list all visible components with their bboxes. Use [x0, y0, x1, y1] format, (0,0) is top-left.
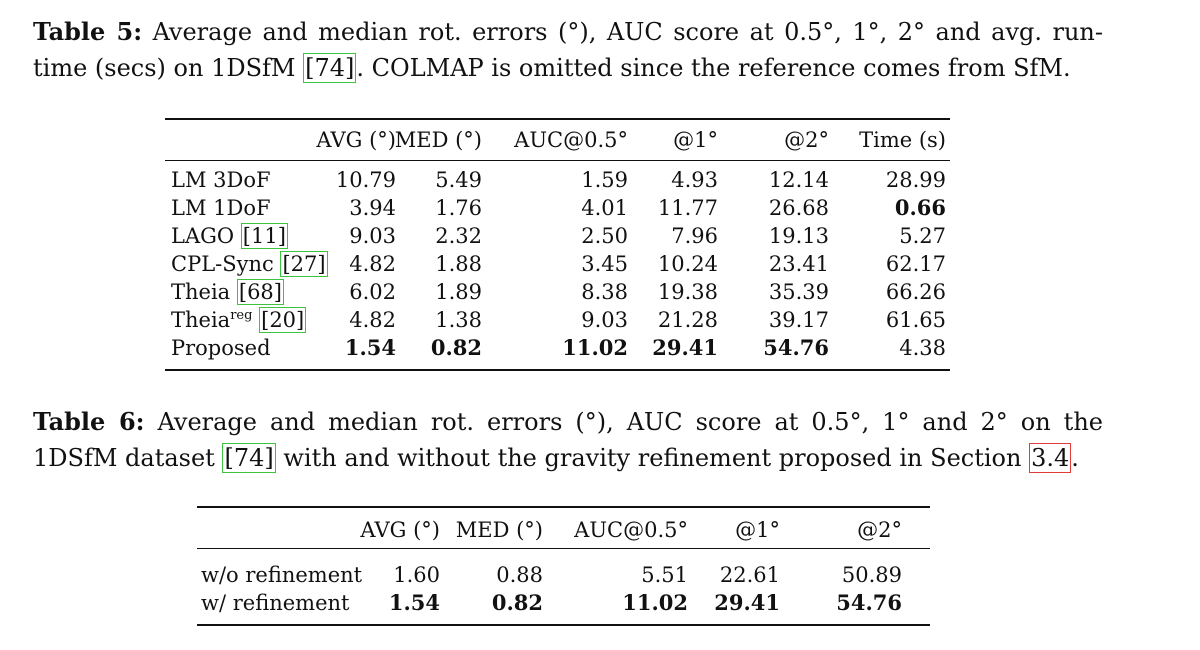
table5-cell: 1.38: [435, 308, 482, 332]
table5-method-name: Proposed: [171, 336, 271, 360]
table6-cell: 0.82: [491, 590, 543, 615]
table5-cell: 1.88: [435, 252, 482, 276]
table5-row-method: [171, 195, 271, 221]
table6-header-2: AUC@0.5°: [574, 518, 688, 542]
table5-cell: 4.01: [581, 196, 628, 220]
table6-caption: [33, 404, 1103, 476]
table5-cell: 5.49: [435, 168, 482, 192]
table6-caption-text-a: Average and median rot. errors (°), AUC score at 0.5°, 1° and 2° on the 1DSfM dataset: [33, 408, 1103, 472]
table6-cell: 11.02: [622, 590, 688, 615]
table5-cell: 61.65: [885, 308, 946, 332]
table5-cell: 10.24: [657, 252, 718, 276]
table5-method-citation[interactable]: [68]: [238, 280, 282, 304]
table6-header-0: AVG (°): [360, 518, 440, 542]
table6-cell: 1.60: [393, 563, 440, 587]
table6-cell: 0.88: [496, 563, 543, 587]
table5-method-name: Theia: [171, 308, 231, 332]
table5-caption-text-b: . COLMAP is omitted since the reference comes from SfM.: [356, 54, 1071, 82]
table6-header-rule: [197, 548, 930, 549]
table6-cell: 1.54: [388, 590, 440, 615]
table5-cell: 8.38: [581, 280, 628, 304]
table5-header-4: @2°: [784, 128, 829, 152]
table5-caption-citation[interactable]: [74]: [305, 54, 355, 82]
table6-cell: 29.41: [714, 590, 780, 615]
table5-top-rule: [165, 118, 950, 120]
table5-cell: 0.82: [430, 335, 482, 360]
table6-method-name: w/o refinement: [201, 563, 363, 587]
table5-method-name: LAGO: [171, 224, 241, 248]
table6-cell: 5.51: [641, 563, 688, 587]
table6-cell: 22.61: [719, 563, 780, 587]
table5-cell: 39.17: [768, 308, 829, 332]
table5-row-method: [171, 279, 284, 305]
table5-cell: 2.32: [435, 224, 482, 248]
table5-cell: 7.96: [671, 224, 718, 248]
table5-cell: 54.76: [763, 335, 829, 360]
table5-cell: 9.03: [581, 308, 628, 332]
table5-cell: 4.82: [349, 308, 396, 332]
table5-method-name: Theia: [171, 280, 237, 304]
table6-header-3: @1°: [735, 518, 780, 542]
table5-cell: 1.89: [435, 280, 482, 304]
table5-cell: 11.77: [657, 196, 718, 220]
table5-header-5: Time (s): [859, 128, 946, 152]
table5-method-citation[interactable]: [20]: [261, 308, 305, 332]
table5-header-3: @1°: [673, 128, 718, 152]
table5-cell: 62.17: [885, 252, 946, 276]
table5-cell: 29.41: [652, 335, 718, 360]
table6-top-rule: [197, 506, 930, 508]
table5-cell: 4.38: [899, 336, 946, 360]
table5-cell: 9.03: [349, 224, 396, 248]
table5-cell: 11.02: [562, 335, 628, 360]
table5: [165, 118, 950, 373]
table5-method-citation[interactable]: [27]: [282, 252, 326, 276]
table5-bottom-rule: [165, 369, 950, 371]
table5-row-method: [171, 223, 288, 249]
table5-caption-text-a: Average and median rot. errors (°), AUC score at 0.5°, 1°, 2° and avg. run- time (secs) on 1DSfM: [33, 18, 1103, 82]
table6-section-ref[interactable]: 3.4: [1031, 444, 1070, 472]
table6-cell: 50.89: [841, 563, 902, 587]
table5-header-2: AUC@0.5°: [514, 128, 628, 152]
table5-cell: 1.76: [435, 196, 482, 220]
table5-cell: 0.66: [894, 195, 946, 220]
table5-cell: 4.82: [349, 252, 396, 276]
table5-cell: 6.02: [349, 280, 396, 304]
table6-method-name: w/ refinement: [201, 591, 350, 615]
table5-method-superscript: reg: [230, 308, 253, 323]
table5-cell: 3.94: [349, 196, 396, 220]
table5-cell: 26.68: [768, 196, 829, 220]
table5-label: Table 5:: [33, 17, 143, 46]
table5-cell: 23.41: [768, 252, 829, 276]
table6: [197, 506, 930, 628]
table5-cell: 5.27: [899, 224, 946, 248]
table5-cell: 2.50: [581, 224, 628, 248]
table5-method-name: CPL-Sync: [171, 252, 281, 276]
table6-caption-text-c: .: [1071, 444, 1079, 472]
table5-header-0: AVG (°): [316, 128, 396, 152]
table5-cell: 3.45: [581, 252, 628, 276]
table5-method-name: LM 1DoF: [171, 196, 271, 220]
table5-cell: 35.39: [768, 280, 829, 304]
table5-cell: 19.38: [657, 280, 718, 304]
table6-header-4: @2°: [857, 518, 902, 542]
table6-bottom-rule: [197, 624, 930, 626]
table6-caption-text-b: with and without the gravity refinement proposed in Section: [275, 444, 1030, 472]
table6-header-1: MED (°): [455, 518, 543, 542]
table5-header-1: MED (°): [394, 128, 482, 152]
table5-method-citation[interactable]: [11]: [242, 224, 286, 248]
table5-cell: 19.13: [768, 224, 829, 248]
table5-cell: 1.59: [581, 168, 628, 192]
table5-row-method: [171, 335, 271, 361]
table6-cell: 54.76: [836, 590, 902, 615]
table5-cell: 66.26: [885, 280, 946, 304]
table6-label: Table 6:: [33, 407, 145, 436]
table5-cell: 21.28: [657, 308, 718, 332]
table5-cell: 12.14: [768, 168, 829, 192]
table5-caption: [33, 14, 1103, 86]
table5-cell: 4.93: [671, 168, 718, 192]
table5-row-method: [171, 167, 271, 193]
table5-cell: 28.99: [885, 168, 946, 192]
table5-header-rule: [165, 160, 950, 161]
table5-cell: 1.54: [344, 335, 396, 360]
table5-method-name: LM 3DoF: [171, 168, 271, 192]
table6-caption-citation[interactable]: [74]: [224, 444, 274, 472]
table5-cell: 10.79: [335, 168, 396, 192]
